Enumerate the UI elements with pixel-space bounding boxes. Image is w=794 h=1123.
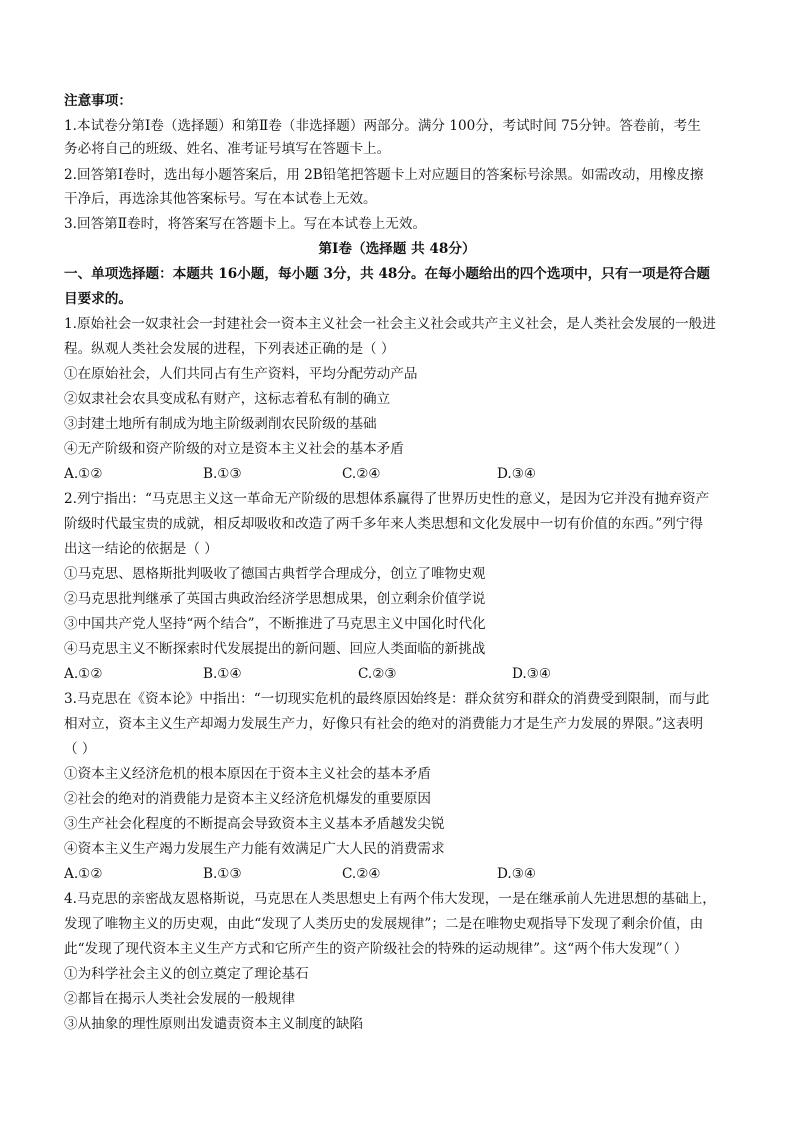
question-1-statement: ①在原始社会，人们共同占有生产资料，平均分配劳动产品: [64, 366, 418, 382]
question-3-option-b: B.①③: [203, 866, 242, 882]
question-3-stem: （ ）: [64, 741, 96, 757]
question-3-option-c: C.②④: [342, 866, 381, 882]
question-2-statement: ③中国共产党人坚持“两个结合”，不断推进了马克思主义中国化时代化: [64, 616, 486, 632]
notice-heading: 注意事项：: [64, 93, 132, 109]
question-3-stem: 相对立，资本主义生产却竭力发展生产力，好像只有社会的绝对的消费能力才是生产力发展的界限。”这表明: [64, 716, 704, 732]
notice-line: 务必将自己的班级、姓名、准考证号填写在答题卡上。: [64, 141, 391, 157]
question-1-option-a: A.①②: [64, 466, 103, 482]
question-3-statement: ④资本主义生产竭力发展生产力能有效满足广大人民的消费需求: [64, 841, 445, 857]
section-instructions: 目要求的。: [64, 291, 132, 307]
question-1-statement: ②奴隶社会农具变成私有财产，这标志着私有制的确立: [64, 391, 391, 407]
question-1-option-c: C.②④: [342, 466, 381, 482]
question-2-stem: 阶级时代最宝贵的成就，相反却吸收和改造了两千多年来人类思想和文化发展中一切有价值的东西。”列宁得: [64, 516, 704, 532]
question-3-stem: 3.马克思在《资本论》中指出：“一切现实危机的最终原因始终是：群众贫穷和群众的消费受到限制，而与此: [64, 691, 710, 707]
notice-line: 2.回答第Ⅰ卷时，选出每小题答案后，用 2B铅笔把答题卡上对应题目的答案标号涂黑。如需改动，用橡皮擦: [64, 167, 704, 183]
question-2-statement: ①马克思、恩格斯批判吸收了德国古典哲学合理成分，创立了唯物史观: [64, 566, 486, 582]
question-2-statement: ②马克思批判继承了英国古典政治经济学思想成果，创立剩余价值学说: [64, 591, 486, 607]
question-3-option-a: A.①②: [64, 866, 103, 882]
question-2-option-c: C.②③: [358, 666, 397, 682]
question-3-statement: ③生产社会化程度的不断提高会导致资本主义基本矛盾越发尖锐: [64, 816, 445, 832]
question-2-option-a: A.①②: [64, 666, 103, 682]
question-2-option-d: D.③④: [512, 666, 552, 682]
question-4-stem: 4.马克思的亲密战友恩格斯说，马克思在人类思想史上有两个伟大发现，一是在继承前人先进思想的基础上，: [64, 891, 716, 907]
question-2-statement: ④马克思主义不断探索时代发展提出的新问题、回应人类面临的新挑战: [64, 641, 486, 657]
question-1-option-b: B.①③: [203, 466, 242, 482]
question-1-stem: 程。纵观人类社会发展的进程，下列表述正确的是（ ）: [64, 341, 395, 357]
notice-line: 3.回答第Ⅱ卷时，将答案写在答题卡上。写在本试卷上无效。: [64, 216, 427, 232]
question-1-statement: ③封建土地所有制成为地主阶级剥削农民阶级的基础: [64, 416, 377, 432]
question-2-stem: 2.列宁指出：“马克思主义这一革命无产阶级的思想体系赢得了世界历史性的意义，是因为它并没有抛弃资产: [64, 491, 710, 507]
question-4-stem: 发现了唯物主义的历史观，由此“发现了人类历史的发展规律”；二是在唯物史观指导下发现了剩余价值，由: [64, 916, 704, 932]
question-1-option-d: D.③④: [497, 466, 537, 482]
section-title: 第Ⅰ卷（选择题 共 48分）: [318, 241, 476, 257]
question-4-statement: ③从抽象的理性原则出发谴责资本主义制度的缺陷: [64, 1016, 364, 1032]
question-4-stem: 此“发现了现代资本主义生产方式和它所产生的资产阶级社会的特殊的运动规律”。这“两个伟大发现”（ ）: [64, 941, 688, 957]
question-4-statement: ②都旨在揭示人类社会发展的一般规律: [64, 991, 296, 1007]
section-instructions: 一、单项选择题：本题共 16小题，每小题 3分，共 48分。在每小题给出的四个选项中，只有一项是符合题: [64, 266, 711, 282]
question-3-statement: ②社会的绝对的消费能力是资本主义经济危机爆发的重要原因: [64, 791, 432, 807]
notice-line: 干净后，再选涂其他答案标号。写在本试卷上无效。: [64, 191, 377, 207]
question-2-option-b: B.①④: [203, 666, 242, 682]
question-3-statement: ①资本主义经济危机的根本原因在于资本主义社会的基本矛盾: [64, 766, 432, 782]
notice-line: 1.本试卷分第Ⅰ卷（选择题）和第Ⅱ卷（非选择题）两部分。满分 100分，考试时间 75分钟。答卷前，考生: [64, 118, 701, 134]
question-3-option-d: D.③④: [497, 866, 537, 882]
question-1-statement: ④无产阶级和资产阶级的对立是资本主义社会的基本矛盾: [64, 441, 404, 457]
question-4-statement: ①为科学社会主义的创立奠定了理论基石: [64, 966, 309, 982]
question-1-stem: 1.原始社会一奴隶社会一封建社会一资本主义社会一社会主义社会或共产主义社会，是人类社会发展的一般进: [64, 316, 716, 332]
question-2-stem: 出这一结论的依据是（ ）: [64, 541, 218, 557]
